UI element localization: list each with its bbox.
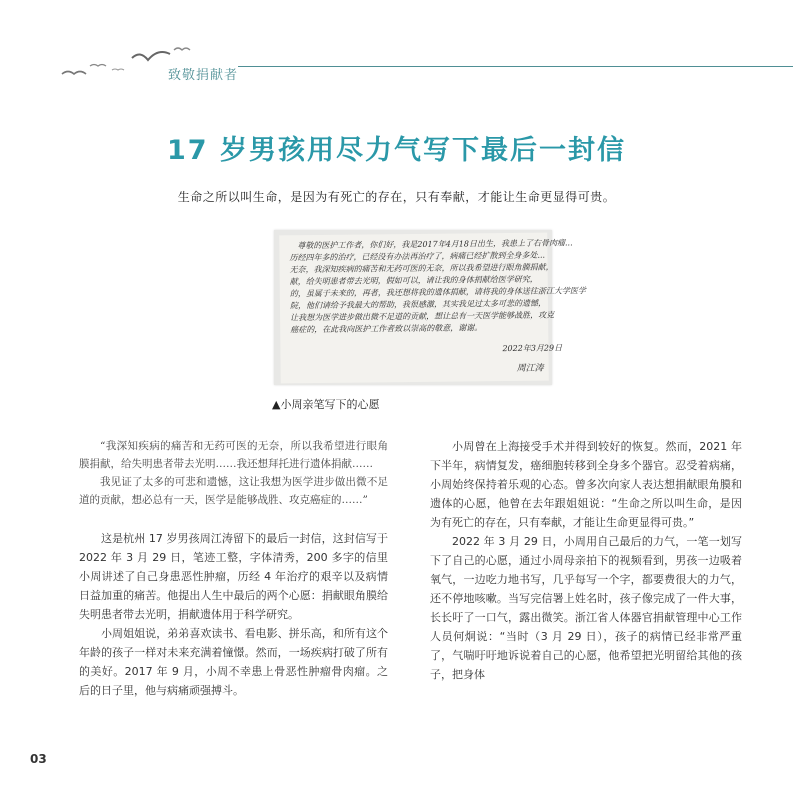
body-paragraph: 小周姐姐说，弟弟喜欢读书、看电影、拼乐高，和所有这个年龄的孩子一样对未来充满着憧憬。然而，一场疾病打破了所有的美好。2017 年 9 月，小周不幸患上骨恶性肿瘤骨肉瘤。之后的日子里，他与病痛顽强搏斗。 — [79, 627, 388, 697]
letter-line: 无奈，我深知疾病的痛苦和无药可医的无奈，所以我希望进行眼角膜捐献， — [289, 262, 554, 275]
section-label: 致敬捐献者 — [168, 68, 239, 83]
right-column — [430, 437, 742, 684]
letter-line: 的，虽属于未来的，再者，我还想将我的遗体捐献，请将我的身体送往浙江大学医学 — [289, 286, 586, 299]
letter-line: 献，给失明患者带去光明，假如可以，请让我的身体捐献给医学研究， — [289, 274, 538, 287]
body-paragraph: 小周曾在上海接受手术并得到较好的恢复。然而，2021 年下半年，病情复发，癌细胞转移到全身多个器官。忍受着病痛，小周始终保持着乐观的心态。曾多次向家人表达想捐献眼角膜和遗体的心愿，他曾在去年跟姐姐说：“生命之所以叫生命，是因为有死亡的存在，只有奉献，才能让生命更显得可贵。” — [430, 440, 742, 529]
letter-signature: 周江涛 — [516, 363, 544, 374]
body-paragraph: 2022 年 3 月 29 日，小周用自己最后的力气，一笔一划写下了自己的心愿，通过小周母亲拍下的视频看到，男孩一边吸着氧气，一边吃力地书写，几乎每写一个字，都要费很大的力气，还不停地咳嗽。当写完信署上姓名时，孩子像完成了一件大事，长长吁了一口气，露出微笑。浙江省人体器官捐献管理中心工作人员何炯说：“当时（3 月 29 日），孩子的病情已经非常严重了，气喘吁吁地诉说着自己的心愿，他希望把光明留给其他的孩子，把身体 — [430, 535, 742, 681]
page-number: 03 — [30, 752, 47, 766]
letter-line: 尊敬的医护工作者，你们好，我是2017年4月18日出生，我患上了右骨肉瘤... — [297, 238, 573, 251]
left-column — [79, 437, 388, 700]
letter-line: 癌症的，在此我向医护工作者致以崇高的敬意，谢谢。 — [290, 323, 483, 335]
article-title: 17 岁男孩用尽力气写下最后一封信 — [167, 135, 626, 166]
letter-line: 让我想为医学进步做出微不足道的贡献，想让总有一天医学能够战胜，攻克 — [290, 310, 555, 323]
header-divider — [238, 66, 793, 67]
letter-line: 院，他们请给予我最大的帮助，我很感激，其实我见过太多可悲的遗憾， — [289, 298, 547, 311]
letter-photo — [274, 230, 586, 385]
letter-date: 2022年3月29日 — [502, 343, 563, 354]
article-lede: 生命之所以叫生命，是因为有死亡的存在，只有奉献，才能让生命更显得可贵。 — [177, 190, 616, 204]
quote-paragraph: 我见证了太多的可悲和遗憾，这让我想为医学进步做出微不足道的贡献，想必总有一天，医学是能够战胜、攻克癌症的……” — [79, 476, 388, 506]
handwritten-letter — [279, 233, 586, 384]
photo-caption: ▲小周亲笔写下的心愿 — [272, 398, 380, 411]
letter-line: 历经四年多的治疗，已经没有办法再治疗了，病痛已经扩散到全身多处... — [289, 250, 546, 263]
body-paragraph: 这是杭州 17 岁男孩周江涛留下的最后一封信，这封信写于 2022 年 3 月 29 日，笔迹工整，字体清秀，200 多字的信里小周讲述了自己身患恶性肿瘤，历经 4 年治疗的艰辛以及病情日益加重的痛苦。他提出人生中最后的两个心愿：捐献眼角膜给失明患者带去光明，捐献遗体用于科学研究。 — [79, 532, 388, 621]
quote-paragraph: “我深知疾病的痛苦和无药可医的无奈，所以我希望进行眼角膜捐献，给失明患者带去光明……我还想拜托进行遗体捐献…… — [79, 440, 388, 470]
